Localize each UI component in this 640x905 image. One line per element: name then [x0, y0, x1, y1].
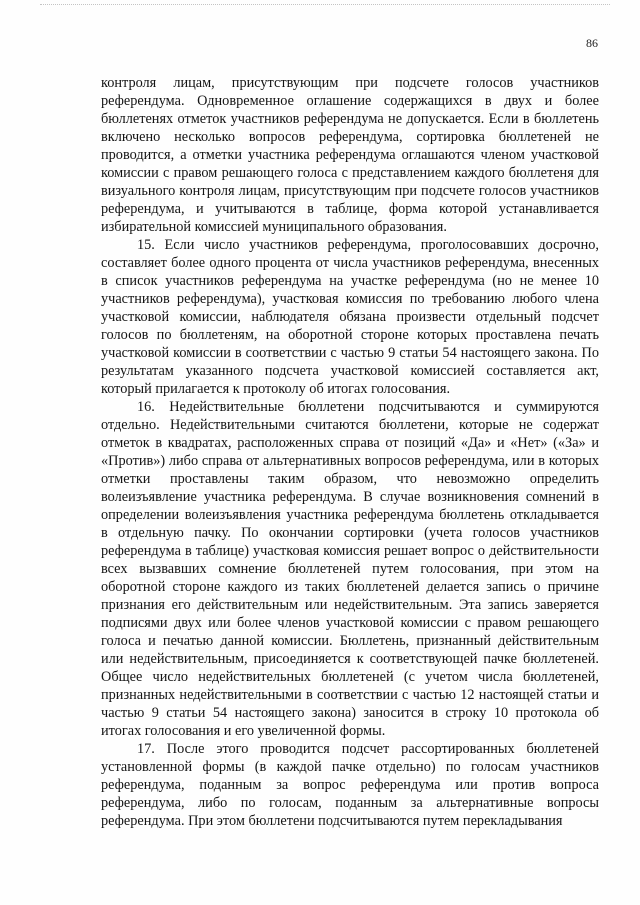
paragraph-16: 16. Недействительные бюллетени подсчитываются и суммируются отдельно. Недействительными считаются бюллетени, которые не содержат отметок в квадратах, расположенных справа от позиций «Да» и «Нет» («За» и «Против») либо справа от альтернативных вопросов референдума, или в которых отметки проставлены таким образом, что невозможно определить волеизъявление участника референдума. В случае возникновения сомнений в определении волеизъявления участника референдума бюллетень откладывается в отдельную пачку. По окончании сортировки (учета голосов участников референдума в таблице) участковая комиссия решает вопрос о действительности всех вызвавших сомнение бюллетеней путем голосования, при этом на оборотной стороне каждого из таких бюллетеней делается запись о причине признания его действительным или недействительным. Эта запись заверяется подписями двух или более членов участковой комиссии с правом решающего голоса и печатью данной комиссии. Бюллетень, признанный действительным или недействительным, присоединяется к соответствующей пачке бюллетеней. Общее число недействительных бюллетеней (с учетом числа бюллетеней, признанных недействительными в соответствии с частью 12 настоящей статьи и частью 9 статьи 54 настоящего закона) заносится в строку 10 протокола об итогах голосования и его увеличенной формы.	[101, 399, 599, 739]
body-text	[101, 74, 599, 830]
paragraph-continuation: контроля лицам, присутствующим при подсчете голосов участников референдума. Одновременное оглашение содержащихся в двух и более бюллетенях отметок участников референдума не допускается. Если в бюллетень включено несколько вопросов референдума, сортировка бюллетеней не проводится, а отметки участника референдума оглашаются членом участковой комиссии с правом решающего голоса с представлением каждого бюллетеня для визуального контроля лицам, присутствующим при подсчете голосов участников референдума, и учитываются в таблице, форма которой устанавливается избирательной комиссией муниципального образования.	[101, 75, 599, 235]
paragraph-15: 15. Если число участников референдума, проголосовавших досрочно, составляет более одного процента от числа участников референдума, внесенных в список участников референдума на участке референдума (но не менее 10 участников референдума), участковая комиссия по требованию любого члена участковой комиссии, наблюдателя обязана произвести отдельный подсчет голосов по бюллетеням, на оборотной стороне которых проставлена печать участковой комиссии в соответствии с частью 9 статьи 54 настоящего закона. По результатам указанного подсчета участковой комиссией составляется акт, который прилагается к протоколу об итогах голосования.	[101, 237, 599, 397]
paragraph-17: 17. После этого проводится подсчет рассортированных бюллетеней установленной формы (в каждой пачке отдельно) по голосам участников референдума, поданным за вопрос референдума или против вопроса референдума, либо по голосам, поданным за альтернативные вопросы референдума. При этом бюллетени подсчитываются путем перекладывания	[101, 741, 599, 829]
page-number: 86	[586, 36, 598, 50]
scan-edge-line	[40, 4, 610, 5]
